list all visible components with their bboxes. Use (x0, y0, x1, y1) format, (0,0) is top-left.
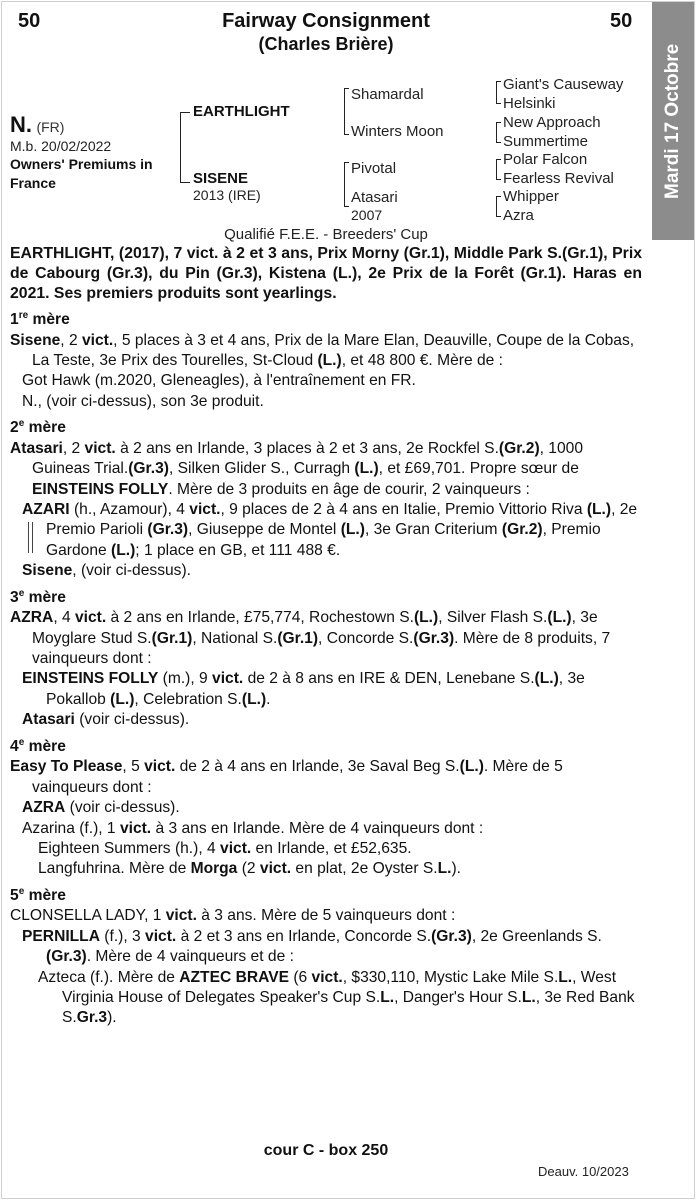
ped-line (496, 159, 497, 179)
ped-line (496, 122, 497, 142)
ped-dam-sire: Pivotal (351, 160, 397, 177)
produce-line: AZARI (h., Azamour), 4 vict., 9 places de 2 à 4 ans en Italie, Premio Vittorio Riva (L.), 2e Premio Parioli (Gr.3), Giuseppe de Montel (L.), 3e Gran Criterium (Gr.2), Premio Gardone (L.); 1 place en GB, et 111 488 €. (22, 501, 638, 559)
ped-dam-info: 2013 (IRE) (193, 187, 261, 203)
sire-summary: EARTHLIGHT, (2017), 7 vict. à 2 et 3 ans, Prix Morny (Gr.1), Middle Park S.(Gr.1), Prix de Cabourg (Gr.3), du Pin (Gr.3), Kistena (L.), 2e Prix de la Forêt (Gr.1). Haras en 2021. Ses premiers produits sont yearlings. (10, 245, 642, 302)
produce-line: Azteca (f.). Mère de AZTEC BRAVE (6 vict., $330,110, Mystic Lake Mile S.L., West Virginia House of Delegates Speaker's Cup S.L., Danger's Hour S.L., 3e Red Bank S.Gr.3). (38, 968, 635, 1027)
section-heading-1: 1re mère (10, 310, 70, 329)
stakes-bar (28, 522, 33, 553)
sale-date: Mardi 17 Octobre (662, 43, 683, 199)
produce-line: Got Hawk (m.2020, Gleneagles), à l'entraînement en FR. (22, 372, 416, 390)
catalogue-body (10, 244, 642, 1029)
produce-group (10, 500, 642, 561)
ped-line (496, 196, 501, 197)
ped-line (496, 81, 501, 82)
dam-record: Sisene, 2 vict., 5 places à 3 et 4 ans, Prix de la Mare Elan, Deauville, Coupe de la Cobas, La Teste, 3e Prix des Tourelles, St-Cloud (L.), et 48 800 €. Mère de : (10, 331, 635, 369)
produce-line: Azarina (f.), 1 vict. à 3 ans en Irlande. Mère de 4 vainqueurs dont : (22, 819, 484, 837)
owners-premiums: Owners' Premiums in France (10, 156, 153, 191)
ped-line (496, 142, 501, 143)
ped-line (344, 162, 345, 206)
ped-sire-sire: Shamardal (351, 86, 424, 103)
ped-line (180, 182, 190, 183)
ped-line (496, 179, 501, 180)
ped-sire: EARTHLIGHT (193, 103, 290, 120)
section-heading-3: 3e mère (10, 587, 66, 606)
granddam-record: Atasari, 2 vict. à 2 ans en Irlande, 3 places à 2 et 3 ans, 2e Rockfel S.(Gr.2), 1000 Guineas Trial.(Gr.3), Silken Glider S., Curragh (L.), et £69,701. Propre sœur de EINSTEINS FOLLY. Mère de 3 produits en âge de courir, 2 vainqueurs : (10, 439, 583, 498)
ped-line (496, 122, 501, 123)
agent-name: (Charles Brière) (258, 34, 394, 54)
produce-line: Langfuhrina. Mère de Morga (2 vict. en plat, 2e Oyster S.L.). (38, 860, 461, 878)
ped-sds: New Approach (503, 114, 601, 131)
ped-line (496, 216, 501, 217)
consignor-name: Fairway Consignment (222, 10, 430, 32)
produce-line: Sisene, (voir ci-dessus). (22, 562, 191, 580)
lot-number-right: 50 (610, 10, 633, 32)
horse-sex-birth: M.b. 20/02/2022 (10, 138, 112, 154)
ped-dam: SISENE (193, 170, 249, 187)
fourth-dam-record: Easy To Please, 5 vict. de 2 à 4 ans en Irlande, 3e Saval Beg S.(L.). Mère de 5 vainqueurs dont : (10, 758, 563, 796)
horse-origin: (FR) (36, 119, 65, 135)
ped-ddd: Azra (503, 207, 534, 224)
ped-dam-dam: Atasari (351, 189, 398, 206)
fifth-dam-record: CLONSELLA LADY, 1 vict. à 3 ans. Mère de 5 vainqueurs dont : (10, 907, 456, 925)
ped-dds: Whipper (503, 188, 559, 205)
lot-number-left: 50 (18, 10, 41, 32)
produce-line: AZRA (voir ci-dessus). (22, 799, 180, 817)
produce-line: EINSTEINS FOLLY (m.), 9 vict. de 2 à 8 ans en IRE & DEN, Lenebane S.(L.), 3e Pokallob (L.), Celebration S.(L.). (22, 670, 585, 708)
ped-dsd: Fearless Revival (503, 170, 614, 187)
ped-line (344, 206, 349, 207)
ped-line (180, 112, 181, 182)
section-heading-4: 4e mère (10, 736, 66, 755)
produce-line: N., (voir ci-dessus), son 3e produit. (22, 392, 264, 410)
breeders-cup-qualification: Qualifié F.E.E. - Breeders' Cup (224, 226, 428, 243)
date-sidebar (652, 2, 694, 240)
box-location: cour C - box 250 (263, 1142, 389, 1159)
produce-line: Atasari (voir ci-dessus). (22, 711, 190, 729)
catalogue-ref: Deauv. 10/2023 (538, 1164, 629, 1179)
ped-sire-dam: Winters Moon (351, 123, 444, 140)
ped-sdd: Summertime (503, 133, 589, 150)
ped-line (496, 103, 501, 104)
produce-line: PERNILLA (f.), 3 vict. à 2 et 3 ans en Irlande, Concorde S.(Gr.3), 2e Greenlands S.(Gr.3). Mère de 4 vainqueurs et de : (22, 927, 602, 966)
produce-line: Eighteen Summers (h.), 4 vict. en Irlande, et £52,635. (38, 839, 412, 857)
ped-line (344, 162, 349, 163)
horse-name: N. (10, 112, 32, 137)
ped-ssd: Helsinki (503, 95, 556, 112)
ped-dam-dam-year: 2007 (351, 207, 383, 223)
third-dam-record: AZRA, 4 vict. à 2 ans en Irlande, £75,774, Rochestown S.(L.), Silver Flash S.(L.), 3e Moyglare Stud S.(Gr.1), National S.(Gr.1), Concorde S.(Gr.3). Mère de 8 produits, 7 vainqueurs dont : (10, 609, 611, 668)
horse-identity (10, 112, 64, 138)
ped-line (344, 88, 349, 89)
section-heading-2: 2e mère (10, 418, 66, 437)
ped-line (496, 196, 497, 216)
ped-line (180, 112, 190, 113)
section-heading-5: 5e mère (10, 885, 66, 904)
ped-line (344, 88, 345, 134)
ped-line (496, 81, 497, 103)
ped-sss: Giant's Causeway (503, 76, 624, 93)
ped-dss: Polar Falcon (503, 151, 588, 168)
ped-line (496, 159, 501, 160)
ped-line (344, 134, 349, 135)
